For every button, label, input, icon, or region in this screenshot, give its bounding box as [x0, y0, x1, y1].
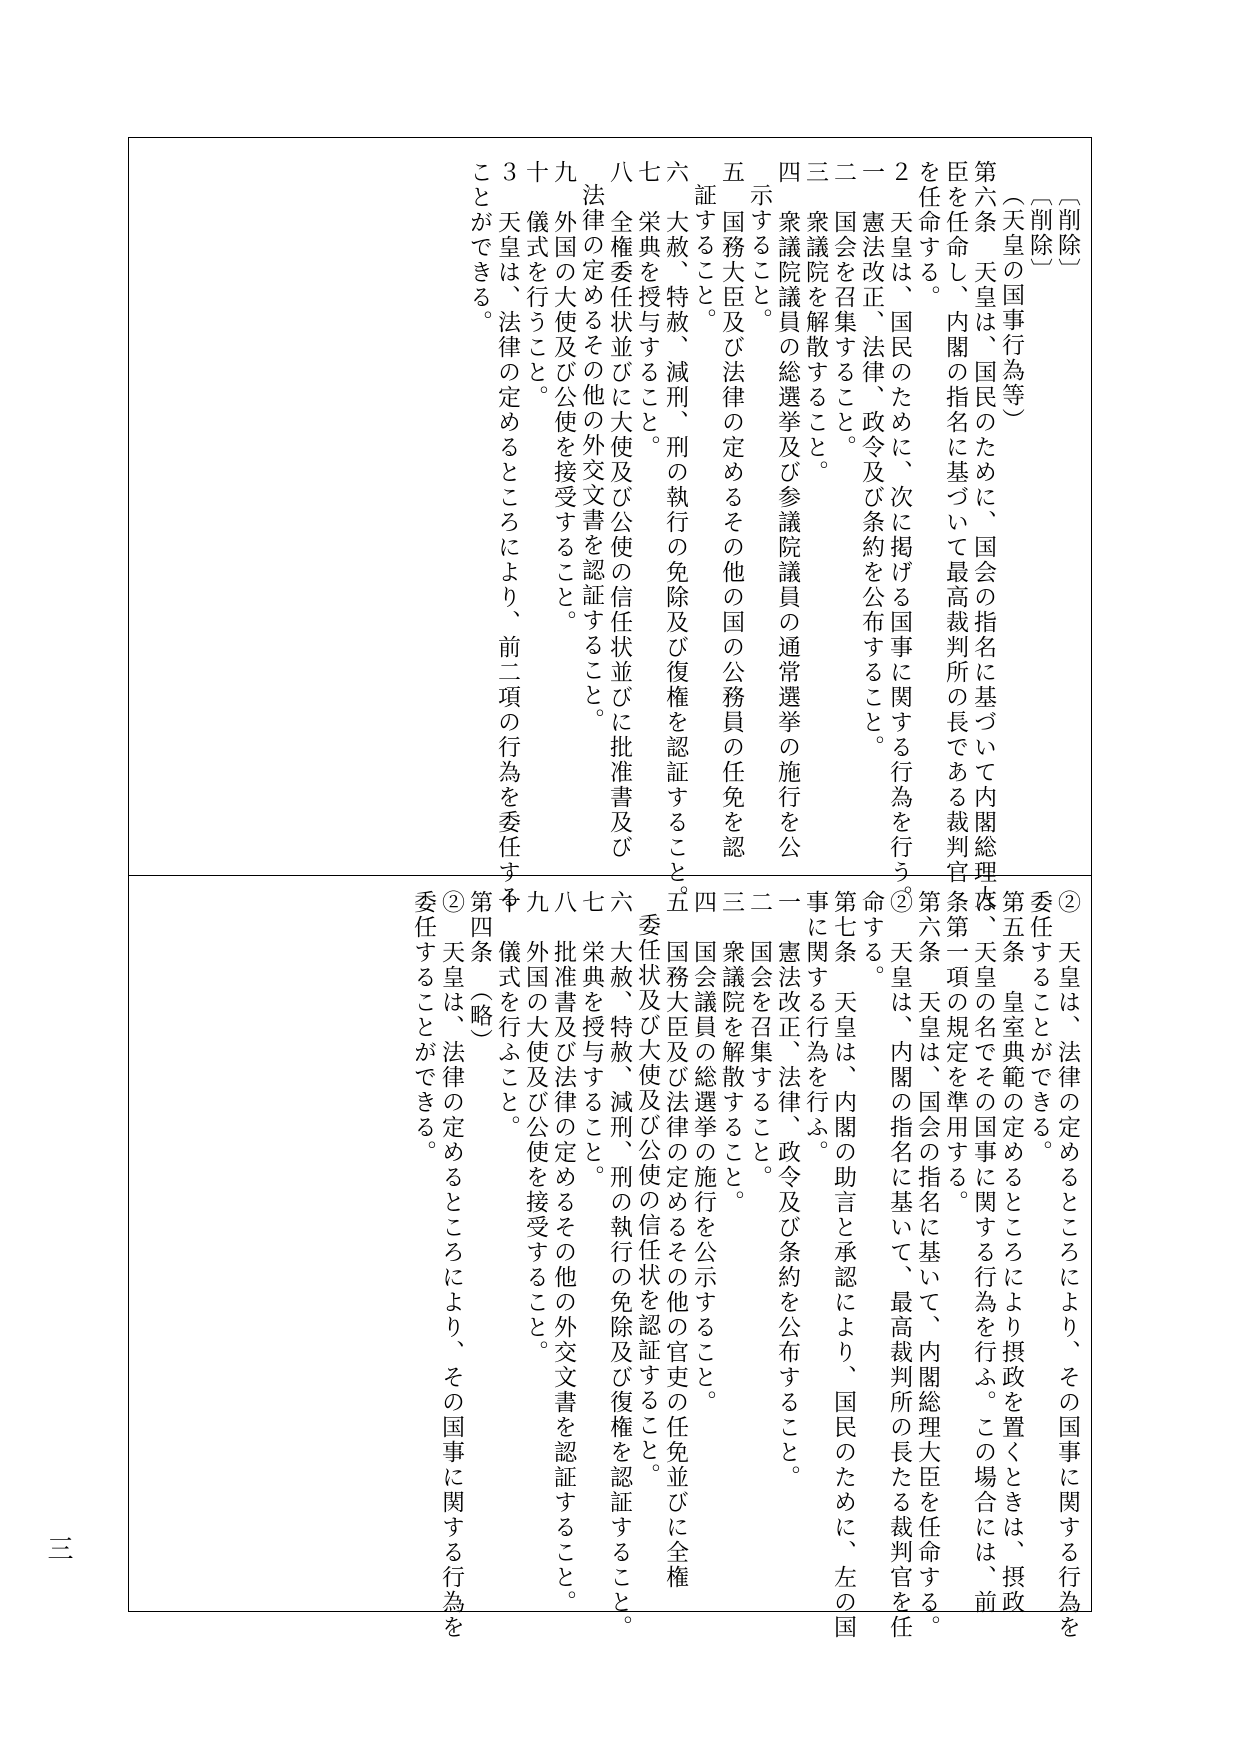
item-line: 八 全権委任状並びに大使及び公使の信任状並びに批准書及び: [606, 160, 632, 860]
item-line: 十 儀式を行うこと。: [522, 160, 548, 410]
item-line: 九 外国の大使及び公使を接受すること。: [550, 160, 576, 635]
article-text-line: 第六条 天皇は、国会の指名に基いて、内閣総理大臣を任命する。: [914, 890, 940, 1640]
item-continuation-line: 委任状及び大使及び公使の信任状を認証すること。: [634, 913, 660, 1488]
item-line: 十 儀式を行ふこと。: [494, 890, 520, 1140]
item-continuation-line: 法律の定めるその他の外交文書を認証すること。: [578, 183, 604, 733]
article-text-line: 第四条 （略）: [466, 890, 492, 1054]
item-line: 三 衆議院を解散すること。: [802, 160, 828, 485]
article-text-line: 第七条 天皇は、内閣の助言と承認により、国民のために、左の国: [830, 890, 856, 1640]
deleted-marker: 〔削除〕: [1054, 183, 1080, 283]
article-text-line: 事に関する行為を行ふ。: [802, 890, 828, 1165]
paragraph-line: ２ 天皇は、国民のために、次に掲げる国事に関する行為を行う。: [886, 160, 912, 910]
item-line: 二 国会を召集すること。: [746, 890, 772, 1190]
item-line: 九 外国の大使及び公使を接受すること。: [522, 890, 548, 1365]
article-text-line: を任命する。: [914, 160, 940, 310]
comparison-table: [128, 137, 1092, 1640]
item-line: 四 衆議院議員の総選挙及び参議院議員の通常選挙の施行を公: [774, 160, 800, 860]
paragraph-continuation-line: 命する。: [858, 890, 884, 990]
article-text-line: 条第一項の規定を準用する。: [942, 890, 968, 1215]
item-line: 七 栄典を授与すること。: [634, 160, 660, 460]
deleted-marker: 〔削除〕: [1026, 183, 1052, 283]
item-line: 五 国務大臣及び法律の定めるその他の国の公務員の任免を認: [718, 160, 744, 860]
article-text-line: は、天皇の名でその国事に関する行為を行ふ。この場合には、前: [970, 890, 996, 1615]
item-line: 一 憲法改正、法律、政令及び条約を公布すること。: [774, 890, 800, 1490]
revised-text-panel: [139, 160, 1081, 910]
paragraph-line: ② 天皇は、法律の定めるところにより、その国事に関する行為を: [438, 890, 464, 1640]
paragraph-continuation-line: 委任することができる。: [410, 890, 436, 1165]
article-text-line: 第六条 天皇は、国民のために、国会の指名に基づいて内閣総理大: [970, 160, 996, 910]
item-line: 二 国会を召集すること。: [830, 160, 856, 460]
paragraph-line: ３ 天皇は、法律の定めるところにより、前二項の行為を委任する: [494, 160, 520, 910]
paragraph-line: ② 天皇は、内閣の指名に基いて、最高裁判所の長たる裁判官を任: [886, 890, 912, 1640]
item-line: 八 批准書及び法律の定めるその他の外交文書を認証すること。: [550, 890, 576, 1615]
current-text-panel: [139, 890, 1081, 1640]
paragraph-line: ② 天皇は、法律の定めるところにより、その国事に関する行為を: [1054, 890, 1080, 1640]
paragraph-continuation-line: ことができる。: [466, 160, 492, 335]
article-text-line: 臣を任命し、内閣の指名に基づいて最高裁判所の長である裁判官: [942, 160, 968, 885]
item-line: 五 国務大臣及び法律の定めるその他の官吏の任免並びに全権: [662, 890, 688, 1590]
item-line: 七 栄典を授与すること。: [578, 890, 604, 1190]
item-line: 六 大赦、特赦、減刑、刑の執行の免除及び復権を認証すること。: [662, 160, 688, 910]
article-caption: （天皇の国事行為等）: [998, 183, 1024, 433]
item-continuation-line: 示すること。: [746, 183, 772, 333]
article-text-line: 第五条 皇室典範の定めるところにより摂政を置くときは、摂政: [998, 890, 1024, 1615]
item-line: 三 衆議院を解散すること。: [718, 890, 744, 1215]
page-number: 三: [43, 1535, 73, 1561]
paragraph-continuation-line: 委任することができる。: [1026, 890, 1052, 1165]
item-line: 一 憲法改正、法律、政令及び条約を公布すること。: [858, 160, 884, 760]
item-line: 四 国会議員の総選挙の施行を公示すること。: [690, 890, 716, 1415]
item-line: 六 大赦、特赦、減刑、刑の執行の免除及び復権を認証すること。: [606, 890, 632, 1640]
item-continuation-line: 証すること。: [690, 183, 716, 333]
